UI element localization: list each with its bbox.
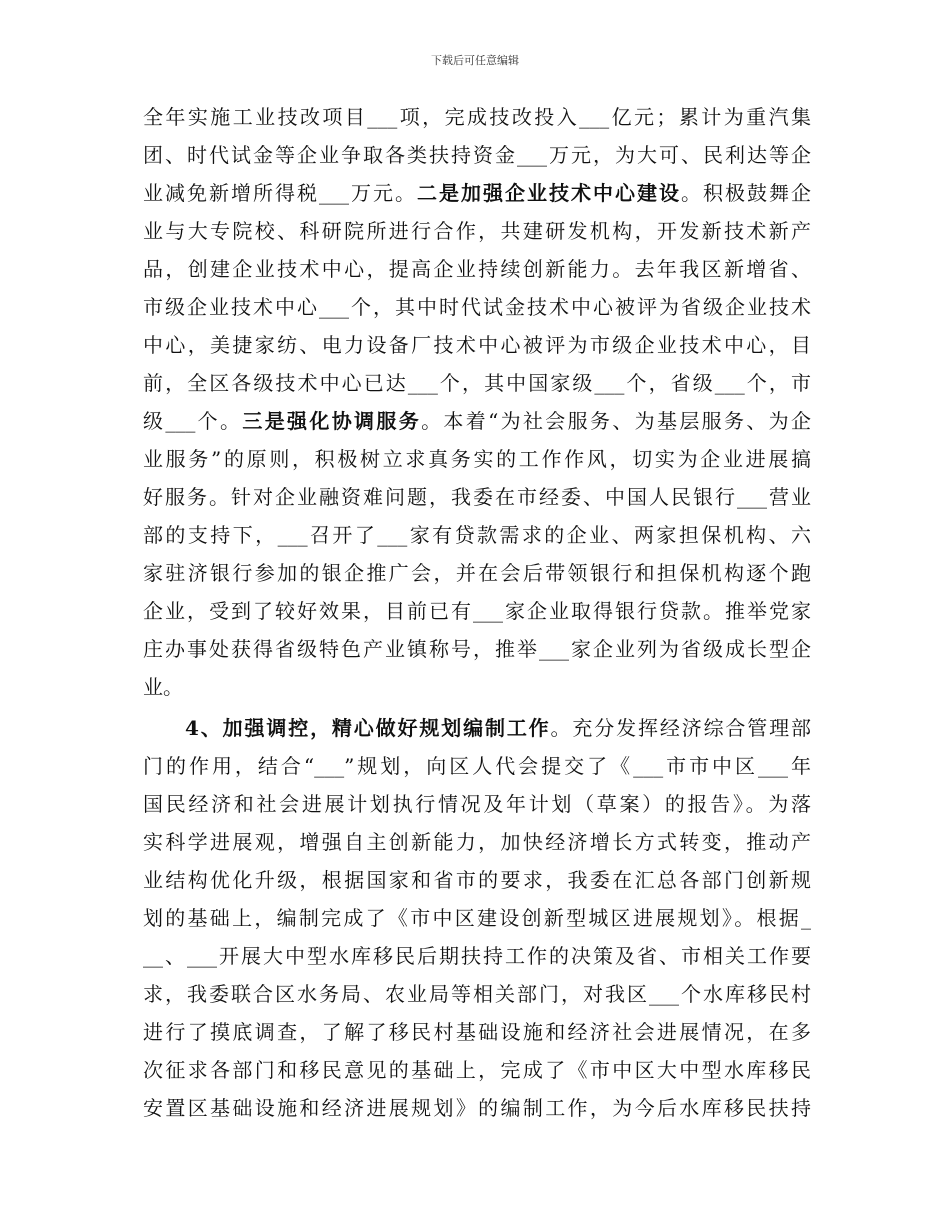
body-text: 全年实施工业技改项目___项，完成技改投入___亿元；累计为重汽集 (143, 105, 811, 129)
bold-heading-text: 4、加强调控，精心做好规划编制工作 (185, 716, 551, 740)
text-line (143, 516, 811, 554)
body-text: 业结构优化升级，根据国家和省市的要求，我委在汇总各部门创新规 (143, 868, 811, 892)
text-line (143, 937, 811, 975)
body-text: 。本着“为社会服务、为基层服务、为企 (421, 409, 811, 433)
text-line (143, 402, 811, 440)
paragraph (143, 98, 811, 706)
text-line (143, 592, 811, 630)
body-text: 部的支持下，___召开了___家有贷款需求的企业、两家担保机构、六 (143, 523, 811, 547)
text-line (143, 975, 811, 1013)
text-line (143, 668, 811, 706)
body-text: 团、时代试金等企业争取各类扶持资金___万元，为大可、民利达等企 (143, 143, 811, 167)
document-body (143, 98, 811, 1127)
body-text: 好服务。针对企业融资难问题，我委在市经委、中国人民银行___营业 (143, 485, 811, 509)
text-line (143, 136, 811, 174)
text-line (143, 288, 811, 326)
body-text: 求，我委联合区水务局、农业局等相关部门，对我区___个水库移民村 (143, 982, 811, 1006)
text-line (143, 823, 811, 861)
text-line (143, 326, 811, 364)
text-line (143, 174, 811, 212)
body-text: 划的基础上，编制完成了《市中区建设创新型城区进展规划》。根据_ (143, 906, 811, 930)
body-text: 实科学进展观，增强自主创新能力，加快经济增长方式转变，推动产 (143, 830, 811, 854)
text-line (143, 899, 811, 937)
text-line (143, 554, 811, 592)
body-text: 家驻济银行参加的银企推广会，并在会后带领银行和担保机构逐个跑 (143, 561, 811, 585)
text-line (143, 440, 811, 478)
text-line (143, 212, 811, 250)
body-text: 业与大专院校、科研院所进行合作，共建研发机构，开发新技术新产 (143, 219, 811, 243)
body-text: 业减免新增所得税___万元。 (143, 181, 417, 205)
body-text: 市级企业技术中心___个，其中时代试金技术中心被评为省级企业技术 (143, 295, 811, 319)
text-line (143, 747, 811, 785)
text-line (143, 1013, 811, 1051)
text-line (143, 1051, 811, 1089)
paragraph (143, 709, 811, 1127)
text-line (143, 250, 811, 288)
body-text: 。积极鼓舞企 (681, 181, 811, 205)
text-line (143, 785, 811, 823)
body-text: __、___开展大中型水库移民后期扶持工作的决策及省、市相关工作要 (143, 944, 811, 968)
text-line (143, 98, 811, 136)
body-text: 国民经济和社会进展计划执行情况及年计划（草案）的报告》。为落 (143, 792, 811, 816)
body-text: 企业，受到了较好效果，目前已有___家企业取得银行贷款。推举党家 (143, 599, 811, 623)
body-text: 庄办事处获得省级特色产业镇称号，推举___家企业列为省级成长型企 (143, 637, 811, 661)
body-text: 。充分发挥经济综合管理部 (550, 716, 811, 740)
body-text: 次征求各部门和移民意见的基础上，完成了《市中区大中型水库移民 (143, 1058, 811, 1082)
body-text: 业。 (143, 675, 183, 699)
body-text: 进行了摸底调查，了解了移民村基础设施和经济社会进展情况，在多 (143, 1020, 811, 1044)
body-text: 门的作用，结合“___”规划，向区人代会提交了《___市市中区___年 (143, 754, 811, 778)
bold-heading-text: 二是加强企业技术中心建设 (417, 181, 681, 205)
text-line (143, 630, 811, 668)
text-line (143, 861, 811, 899)
text-line (143, 364, 811, 402)
body-text: 品，创建企业技术中心，提高企业持续创新能力。去年我区新增省、 (143, 257, 811, 281)
body-text: 安置区基础设施和经济进展规划》的编制工作，为今后水库移民扶持 (143, 1096, 811, 1120)
page-header: 下载后可任意编辑 (431, 54, 519, 67)
body-text: 业服务”的原则，积极树立求真务实的工作作风，切实为企业进展搞 (143, 447, 811, 471)
body-text: 前，全区各级技术中心已达___个，其中国家级___个，省级___个，市 (143, 371, 811, 395)
text-line (143, 709, 811, 747)
text-line (143, 1089, 811, 1127)
body-text: 级___个。 (143, 409, 243, 433)
bold-heading-text: 三是强化协调服务 (242, 409, 422, 433)
body-text: 中心，美捷家纺、电力设备厂技术中心被评为市级企业技术中心，目 (143, 333, 811, 357)
text-line (143, 478, 811, 516)
